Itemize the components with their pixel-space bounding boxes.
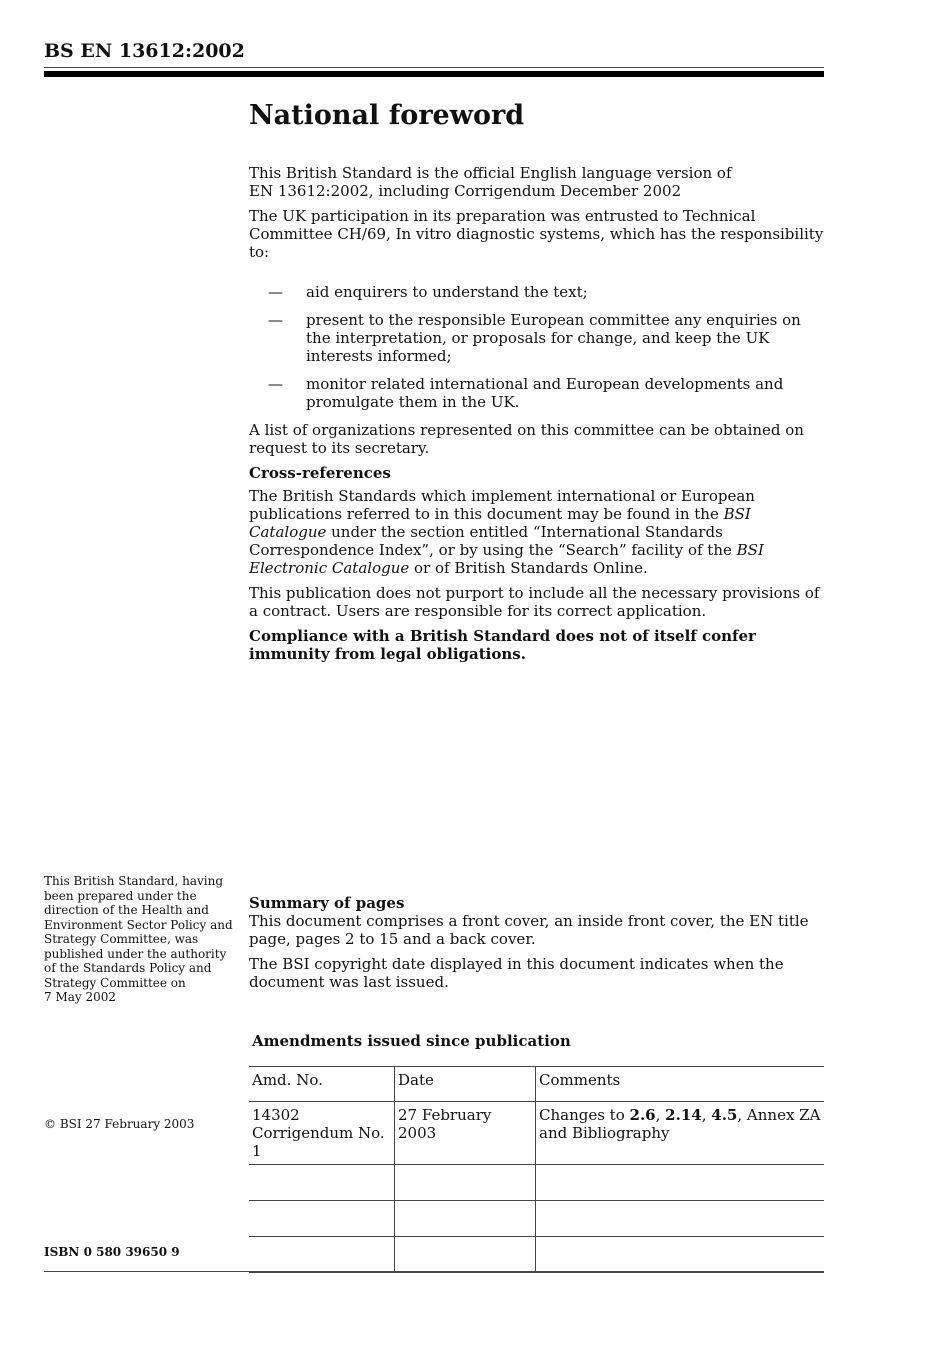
bsi-electronic-catalogue-ref: BSI Electronic Catalogue bbox=[249, 541, 764, 577]
column-header-date: Date bbox=[395, 1067, 536, 1102]
summary-paragraph-1: This document comprises a front cover, an inside front cover, the EN title page, pages 2 to 15 and a back cover. bbox=[249, 912, 809, 948]
comments-suffix: , Annex ZA and Bibliography bbox=[539, 1106, 821, 1142]
list-item-text: present to the responsible European committee any enquiries on the interpretation, or proposals for change, and keep the UK interests informed; bbox=[306, 311, 801, 365]
standard-number: BS EN 13612:2002 bbox=[44, 40, 245, 62]
empty-cell bbox=[249, 1237, 395, 1273]
copyright-notice: © BSI 27 February 2003 bbox=[44, 1117, 195, 1131]
comments-separator: , bbox=[655, 1106, 666, 1124]
empty-cell bbox=[536, 1165, 825, 1201]
header-thin-rule bbox=[44, 67, 824, 68]
cross-ref-text-2: under the section entitled “International Standards Correspondence Index”, or by using the “Search” facility of the bbox=[249, 523, 737, 559]
comments-prefix: Changes to bbox=[539, 1106, 630, 1124]
authority-note bbox=[44, 874, 234, 1005]
provisions-paragraph: This publication does not purport to include all the necessary provisions of a contract. Users are responsible for its correct application. bbox=[249, 584, 820, 620]
responsibility-list bbox=[249, 283, 825, 411]
summary-section bbox=[249, 894, 825, 998]
clause-ref: 2.6 bbox=[629, 1106, 656, 1124]
amendments-title: Amendments issued since publication bbox=[252, 1032, 571, 1050]
authority-line: 7 May 2002 bbox=[44, 990, 117, 1004]
list-item bbox=[249, 283, 825, 301]
list-item bbox=[249, 375, 825, 411]
amd-no-cell bbox=[249, 1102, 395, 1165]
authority-line: been prepared under the bbox=[44, 888, 197, 903]
authority-line: direction of the Health and bbox=[44, 903, 209, 917]
empty-cell bbox=[395, 1165, 536, 1201]
list-item-text: aid enquirers to understand the text; bbox=[306, 283, 588, 301]
intro-paragraph-1 bbox=[249, 164, 825, 200]
authority-line: This British Standard, having bbox=[44, 874, 224, 888]
corrigendum-label: Corrigendum No. 1 bbox=[252, 1124, 385, 1160]
header-thick-rule bbox=[44, 71, 824, 77]
empty-cell bbox=[536, 1237, 825, 1273]
compliance-statement: Compliance with a British Standard does not of itself confer immunity from legal obligations. bbox=[249, 627, 756, 663]
empty-cell bbox=[395, 1237, 536, 1273]
authority-line: Strategy Committee, was bbox=[44, 932, 199, 946]
cross-references-heading: Cross-references bbox=[249, 464, 391, 482]
dash-marker: — bbox=[268, 375, 283, 393]
dash-marker: — bbox=[268, 283, 283, 301]
isbn: ISBN 0 580 39650 9 bbox=[44, 1245, 180, 1259]
dash-marker: — bbox=[268, 311, 283, 329]
table-row-empty bbox=[249, 1165, 824, 1201]
authority-line: Strategy Committee on bbox=[44, 975, 186, 990]
intro-line-1: This British Standard is the official English language version of bbox=[249, 164, 732, 182]
empty-cell bbox=[249, 1201, 395, 1237]
empty-cell bbox=[249, 1165, 395, 1201]
summary-heading: Summary of pages bbox=[249, 894, 405, 912]
footer-rule bbox=[44, 1271, 824, 1272]
amendments-table bbox=[249, 1066, 824, 1273]
authority-line: published under the authority bbox=[44, 946, 227, 961]
table-row bbox=[249, 1102, 824, 1165]
comments-cell bbox=[536, 1102, 825, 1165]
list-item bbox=[249, 311, 825, 365]
cross-ref-text-3: or of British Standards Online. bbox=[409, 559, 648, 577]
list-item-text: monitor related international and European developments and promulgate them in the UK. bbox=[306, 375, 784, 411]
date-cell: 27 February 2003 bbox=[395, 1102, 536, 1165]
page-title: National foreword bbox=[249, 100, 525, 131]
table-header-row bbox=[249, 1067, 824, 1102]
authority-line: of the Standards Policy and bbox=[44, 961, 212, 975]
empty-cell bbox=[395, 1201, 536, 1237]
cross-references-paragraph bbox=[249, 487, 825, 577]
column-header-comments: Comments bbox=[536, 1067, 825, 1102]
authority-line: Environment Sector Policy and bbox=[44, 917, 233, 932]
clause-ref: 4.5 bbox=[711, 1106, 738, 1124]
foreword-body bbox=[249, 164, 825, 670]
comments-separator: , bbox=[701, 1106, 712, 1124]
table-row-empty bbox=[249, 1237, 824, 1273]
bsi-catalogue-ref: BSI Catalogue bbox=[249, 505, 751, 541]
clause-ref: 2.14 bbox=[665, 1106, 702, 1124]
organizations-paragraph: A list of organizations represented on this committee can be obtained on request to its secretary. bbox=[249, 421, 804, 457]
intro-line-2: EN 13612:2002, including Corrigendum December 2002 bbox=[249, 182, 682, 200]
intro-paragraph-2: The UK participation in its preparation was entrusted to Technical Committee CH/69, In vitro diagnostic systems, which has the responsibility to: bbox=[249, 207, 824, 261]
summary-paragraph-2: The BSI copyright date displayed in this document indicates when the document was last issued. bbox=[249, 955, 784, 991]
cross-ref-text-1: The British Standards which implement international or European publications referred to in this document may be found in the bbox=[249, 487, 755, 523]
table-row-empty bbox=[249, 1201, 824, 1237]
empty-cell bbox=[536, 1201, 825, 1237]
amd-number: 14302 bbox=[252, 1106, 300, 1124]
column-header-amd-no: Amd. No. bbox=[249, 1067, 395, 1102]
